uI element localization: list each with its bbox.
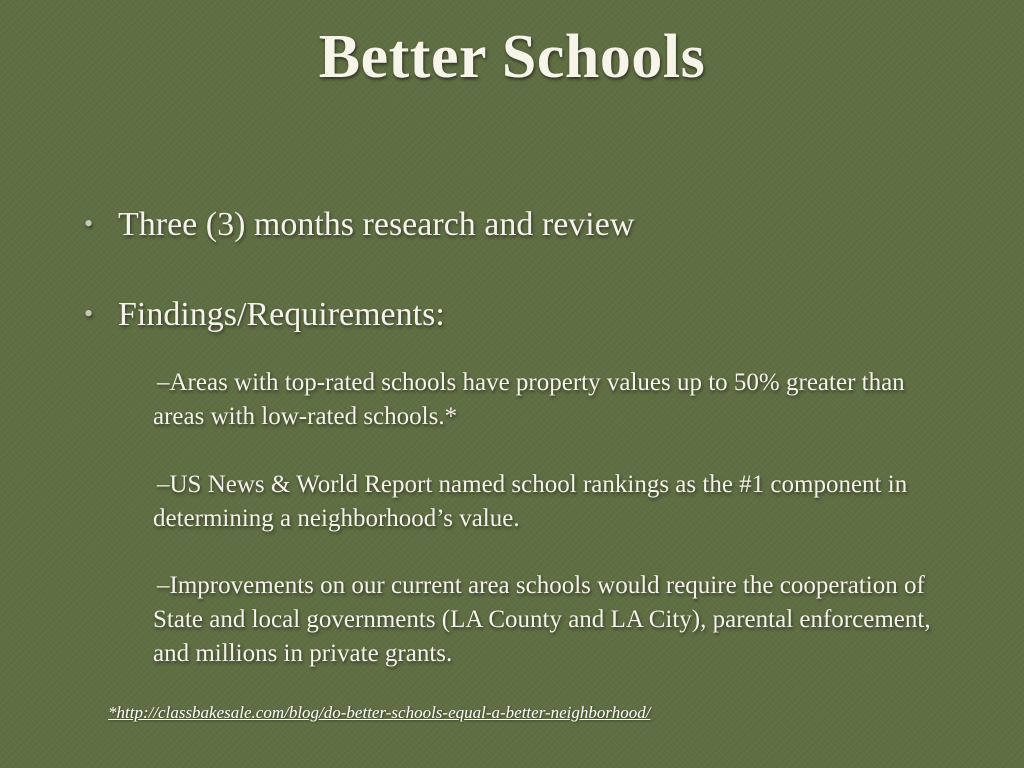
slide-title: Better Schools — [318, 23, 706, 91]
sub-item-school-rankings — [153, 468, 933, 536]
bullet-text: Findings/Requirements: — [118, 296, 445, 333]
sub-item-text: US News & World Report named school rankings as the #1 component in determining a neighborhood’s value. — [153, 471, 908, 532]
bullet-marker: • — [84, 299, 94, 328]
sub-item-marker: – — [157, 369, 170, 396]
bullet-item-research — [84, 206, 634, 244]
sub-item-marker: – — [157, 471, 170, 498]
sub-item-text: Areas with top-rated schools have property values up to 50% greater than areas with low-rated schools.* — [153, 369, 905, 430]
bullet-item-findings — [84, 296, 445, 334]
sub-item-text: Improvements on our current area schools would require the cooperation of State and local governments (LA County and LA City), parental enforcement, and millions in private grants. — [153, 572, 931, 667]
sub-item-property-values — [153, 366, 933, 434]
bullet-text: Three (3) months research and review — [118, 206, 635, 243]
sub-item-marker: – — [157, 572, 170, 599]
sub-item-improvements — [153, 569, 933, 671]
bullet-marker: • — [84, 209, 94, 238]
footnote-source-link[interactable]: *http://classbakesale.com/blog/do-better-schools-equal-a-better-neighborhood/ — [108, 703, 651, 722]
